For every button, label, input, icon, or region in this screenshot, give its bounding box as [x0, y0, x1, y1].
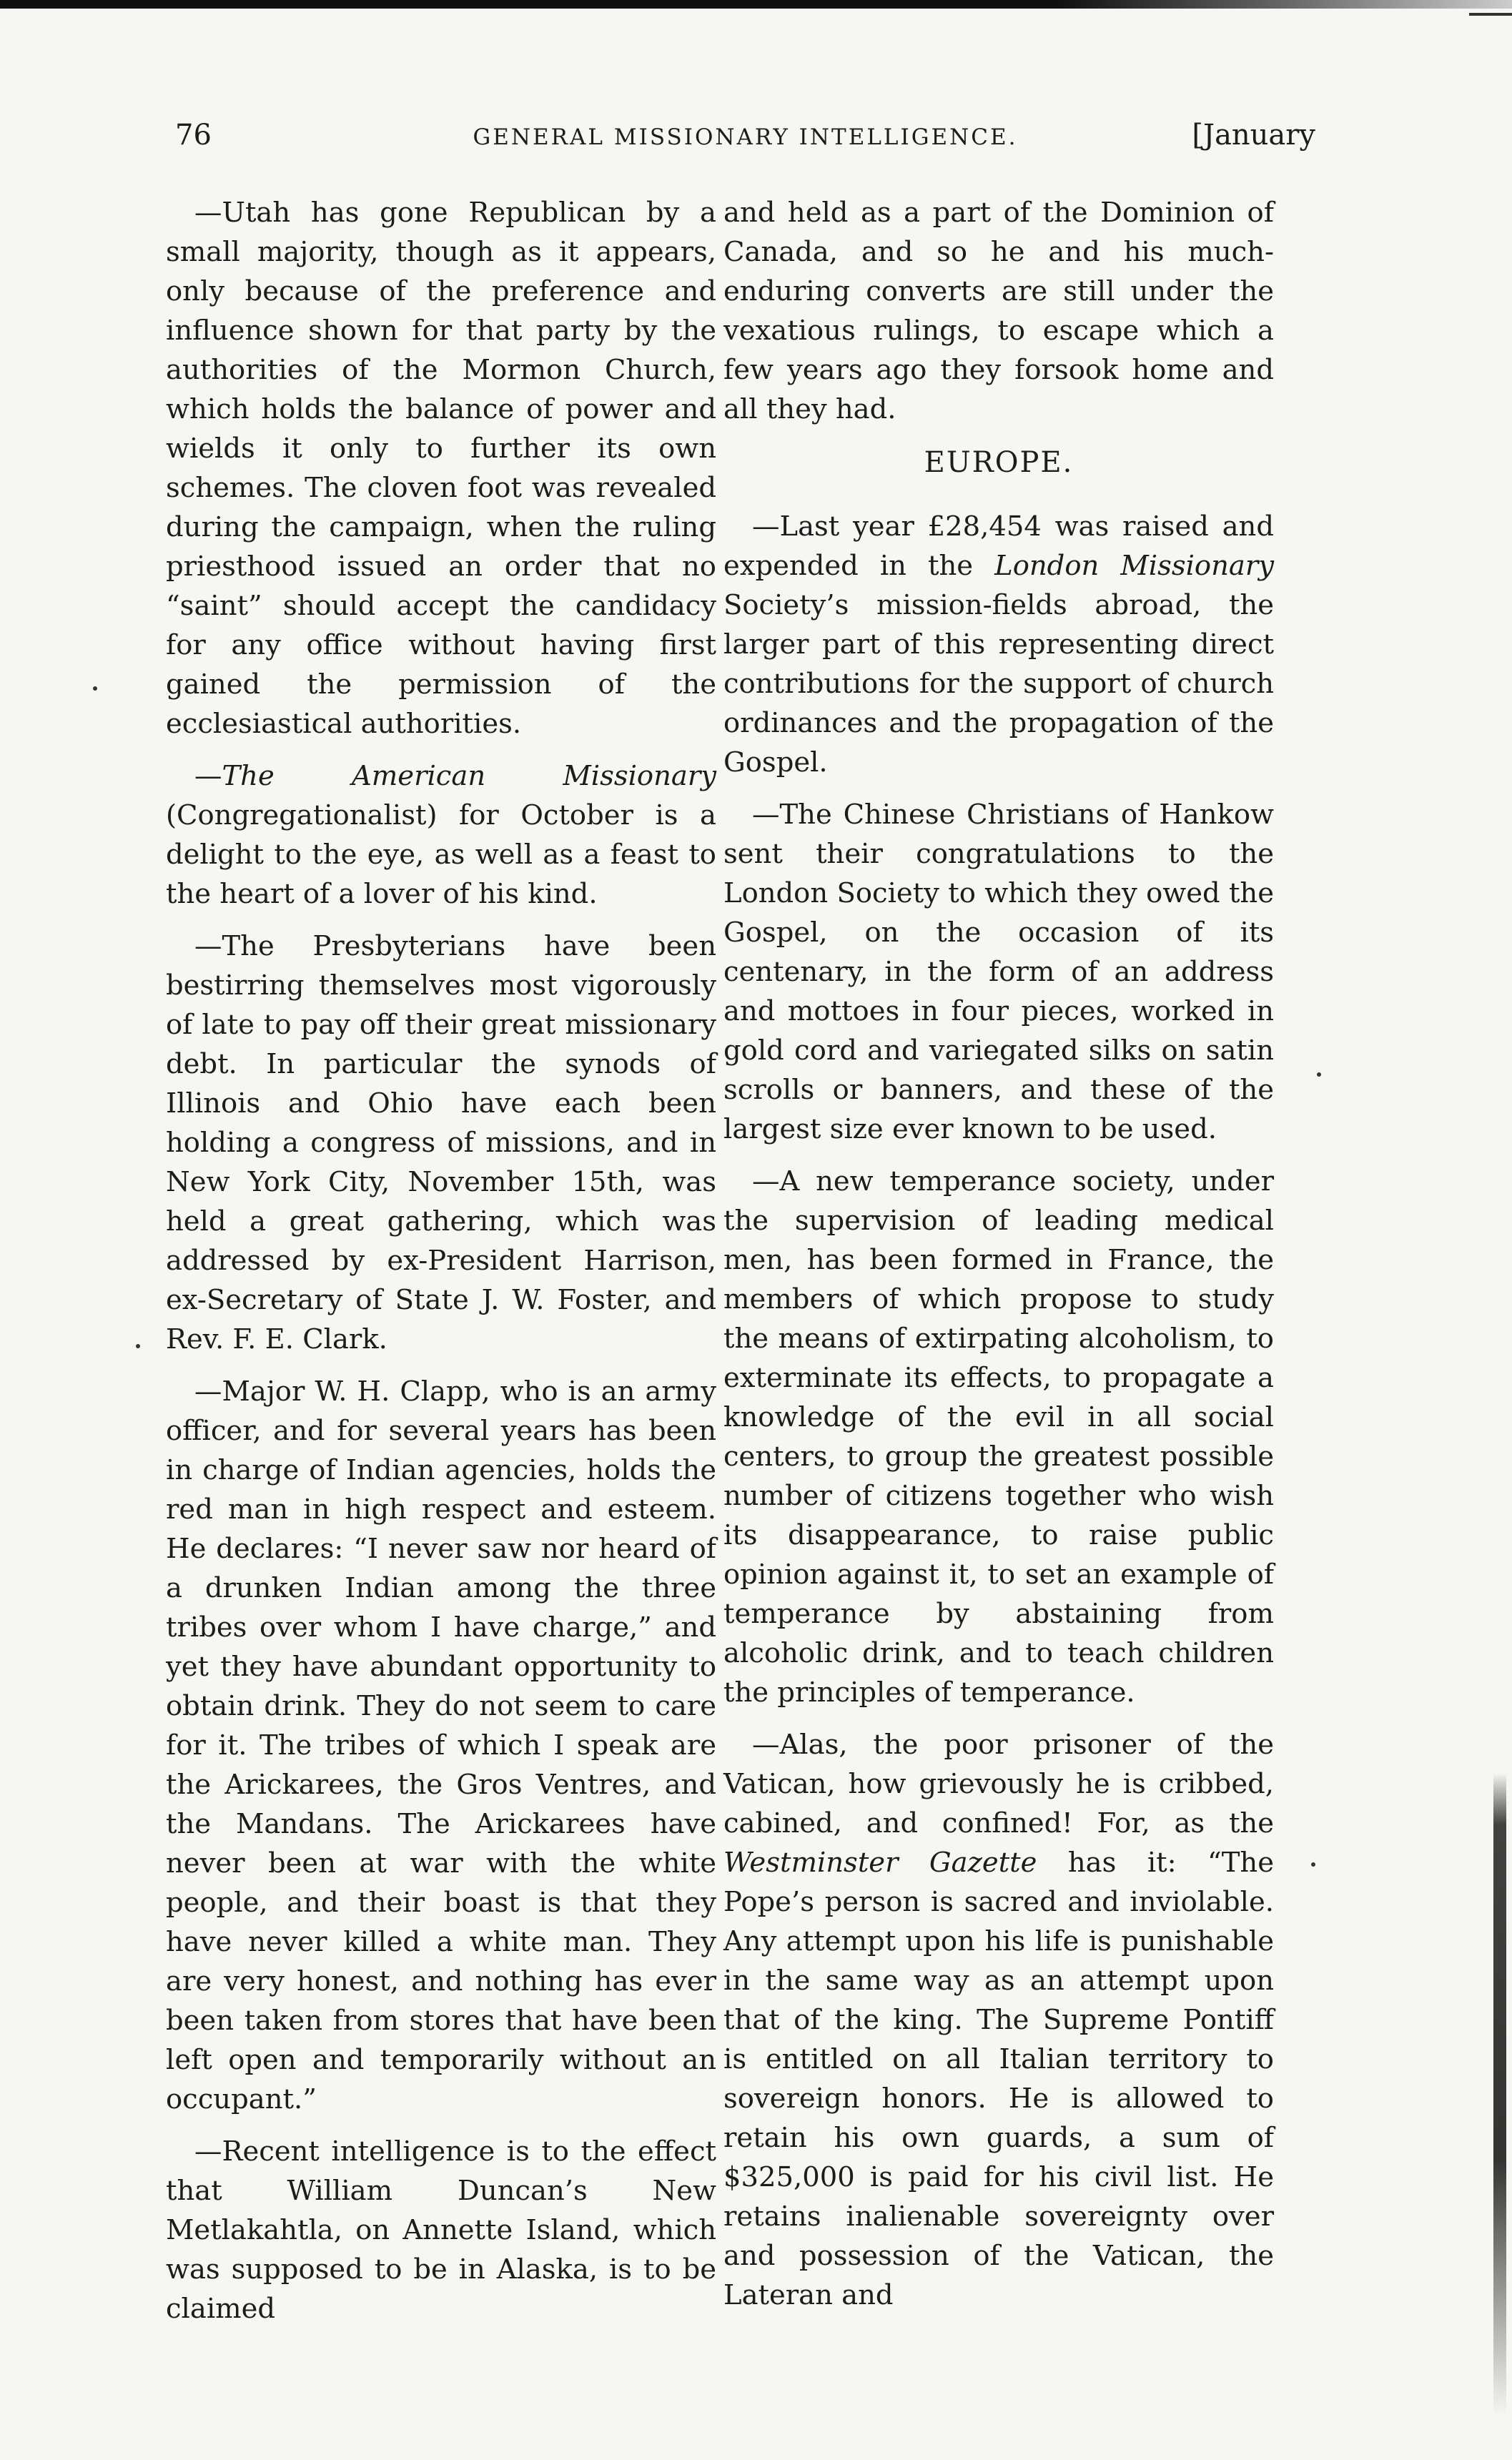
paragraph-text: has it: “The Pope’s person is sacred and inviolable. Any attempt upon his life is punishable in the same way as an attempt upon that of the king. The Supreme Pontiff is entitled on all Italian territory to sovereign honors. He is allowed to retain his own guards, a sum of $325,000 is paid for his civil list. He retains inalienable sovereignty over and possession of the Vatican, the Lateran and [723, 1847, 1274, 2311]
paragraph-utah: —Utah has gone Republican by a small majority, though as it appears, only because of the preference and influence shown for that party by the authorities of the Mormon Church, which holds the balance of power and wields it only to further its own schemes. The cloven foot was revealed during the campaign, when the ruling priesthood issued an order that no “saint” should accept the candidacy for any office without having first gained the permission of the ecclesiastical authorities. [166, 197, 716, 740]
paragraph-text: (Congregationalist) for October is a delight to the eye, as well as a feast to the heart of a lover of his kind. [166, 799, 716, 910]
paragraph-text: —Last year £28,454 was raised and expended in the [723, 510, 1274, 582]
scan-speck [136, 1344, 140, 1348]
paragraph-continuation: and held as a part of the Dominion of Canada, and so he and his much-enduring converts are still under the vexatious rulings, to escape which a few years ago they forsook home and all they had. [723, 197, 1274, 425]
issue-month: [January [1192, 119, 1315, 152]
left-column [166, 193, 716, 2341]
scan-top-mark [1469, 13, 1512, 16]
paragraph-american-missionary: —The American Missionary (Congregationalist) for October is a delight to the eye, as well as a feast to the heart of a lover of his kind. [166, 760, 716, 910]
paragraph-presbyterians: —The Presbyterians have been bestirring themselves most vigorously of late to pay off their great missionary debt. In particular the synods of Illinois and Ohio have each been holding a congress of missions, and in New York City, November 15th, was held a great gathering, which was addressed by ex-President Harrison, ex-Secretary of State J. W. Foster, and Rev. F. E. Clark. [166, 930, 716, 1355]
paragraph-vatican [723, 1725, 1274, 2315]
right-column [723, 193, 1274, 2328]
scan-edge-shadow [1493, 1773, 1506, 2416]
running-title: GENERAL MISSIONARY INTELLIGENCE. [473, 124, 1018, 150]
paragraph-major-clapp: —Major W. H. Clapp, who is an army officer, and for several years has been in charge of Indian agencies, holds the red man in high respect and esteem. He declares: “I never saw nor heard of a drunken Indian among the three tribes over whom I have charge,” and yet they have abundant opportunity to obtain drink. They do not seem to care for it. The tribes of which I speak are the Arickarees, the Gros Ventres, and the Mandans. The Arickarees have never been at war with the white people, and their boast is that they have never killed a white man. They are very honest, and nothing has ever been taken from stores that have been left open and temporarily without an occupant.” [166, 1375, 716, 2115]
scan-speck [1317, 1072, 1321, 1077]
paragraph-metlakahtla: —Recent intelligence is to the effect that William Duncan’s New Metlakahtla, on Annette Island, which was supposed to be in Alaska, is to be claimed [166, 2135, 716, 2325]
paragraph-text: Society’s mission-fields abroad, the larger part of this representing direct contributions for the support of church ordinances and the propagation of the Gospel. [723, 589, 1274, 779]
paragraph-text: —Alas, the poor prisoner of the Vatican, how grievously he is cribbed, cabined, and confined! For, as the [723, 1729, 1274, 1839]
scan-top-border [0, 0, 1512, 9]
scan-speck [93, 686, 97, 691]
paragraph-london-society [723, 507, 1274, 782]
page-header [175, 119, 1315, 162]
scan-speck [1311, 1862, 1315, 1867]
section-heading-europe: EUROPE. [924, 446, 1074, 479]
publication-title: The American Missionary [222, 760, 716, 792]
paragraph-temperance: —A new temperance society, under the supervision of leading medical men, has been formed in France, the members of which propose to study the means of extirpating alcoholism, to exterminate its effects, to propagate a knowledge of the evil in all social centers, to group the greatest possible number of citizens together who wish its disappearance, to raise public opinion against it, to set an example of temperance by abstaining from alcoholic drink, and to teach children the principles of temperance. [723, 1165, 1274, 1709]
page-number: 76 [175, 119, 212, 152]
paragraph-hankow: —The Chinese Christians of Hankow sent their congratulations to the London Society to which they owed the Gospel, on the occasion of its centenary, in the form of an address and mottoes in four pieces, worked in gold cord and variegated silks on satin scrolls or banners, and these of the largest size ever known to be used. [723, 799, 1274, 1145]
society-name: London Missionary [994, 550, 1275, 582]
publication-title: Westminster Gazette [723, 1847, 1037, 1879]
